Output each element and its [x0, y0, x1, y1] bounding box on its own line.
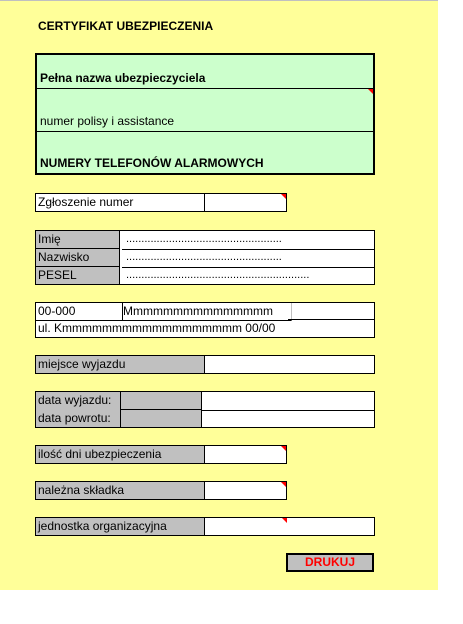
- claim-row: [35, 193, 287, 212]
- dates-block: [35, 391, 375, 428]
- print-button[interactable]: DRUKUJ: [286, 553, 374, 572]
- comment-marker-icon: [282, 518, 287, 523]
- last-name-label: Nazwisko: [38, 250, 90, 264]
- premium-input[interactable]: [202, 482, 286, 499]
- departure-input[interactable]: [202, 392, 374, 411]
- first-name-input[interactable]: ...................................................: [122, 231, 374, 250]
- alarm-phones-field[interactable]: [35, 132, 375, 175]
- comment-marker-icon: [281, 194, 286, 199]
- alarm-phones-label: NUMERY TELEFONÓW ALARMOWYCH: [40, 156, 264, 170]
- pesel-label: PESEL: [38, 268, 77, 282]
- person-block: [35, 230, 375, 285]
- premium-label: należna składka: [36, 482, 205, 499]
- last-name-input[interactable]: ...................................................: [122, 249, 374, 268]
- first-name-label: Imię: [38, 232, 61, 246]
- destination-label: miejsce wyjazdu: [36, 356, 205, 373]
- return-input[interactable]: [202, 410, 374, 427]
- unit-row: [35, 517, 375, 536]
- premium-row: [35, 481, 287, 500]
- days-input[interactable]: [202, 446, 286, 463]
- unit-input[interactable]: [202, 518, 374, 535]
- comment-marker-icon: [281, 446, 286, 451]
- claim-label: Zgłoszenie numer: [36, 194, 205, 211]
- address-block: [35, 302, 375, 338]
- destination-input[interactable]: [202, 356, 374, 373]
- comment-marker-icon: [368, 89, 373, 94]
- days-label: ilość dni ubezpieczenia: [36, 446, 205, 463]
- return-label: data powrotu:: [36, 410, 122, 427]
- claim-input[interactable]: [202, 194, 286, 211]
- departure-label: data wyjazdu:: [36, 392, 122, 411]
- page-title: CERTYFIKAT UBEZPIECZENIA: [38, 19, 214, 33]
- pesel-input[interactable]: ............................................................: [126, 269, 310, 281]
- days-row: [35, 445, 287, 464]
- destination-row: [35, 355, 375, 374]
- postal-code-input[interactable]: 00-000: [36, 303, 123, 321]
- unit-label: jednostka organizacyjna: [36, 518, 205, 535]
- comment-marker-icon: [281, 482, 286, 487]
- street-input[interactable]: ul. Kmmmmmmmmmmmmmmmmmm 00/00: [38, 321, 276, 335]
- policy-number-field[interactable]: [35, 89, 375, 132]
- insurer-name-label: Pełna nazwa ubezpieczyciela: [40, 71, 206, 85]
- insurer-name-field[interactable]: [35, 53, 375, 89]
- policy-number-label: numer polisy i assistance: [40, 114, 175, 128]
- city-input[interactable]: Mmmmmmmmmmmmmmm: [120, 303, 292, 321]
